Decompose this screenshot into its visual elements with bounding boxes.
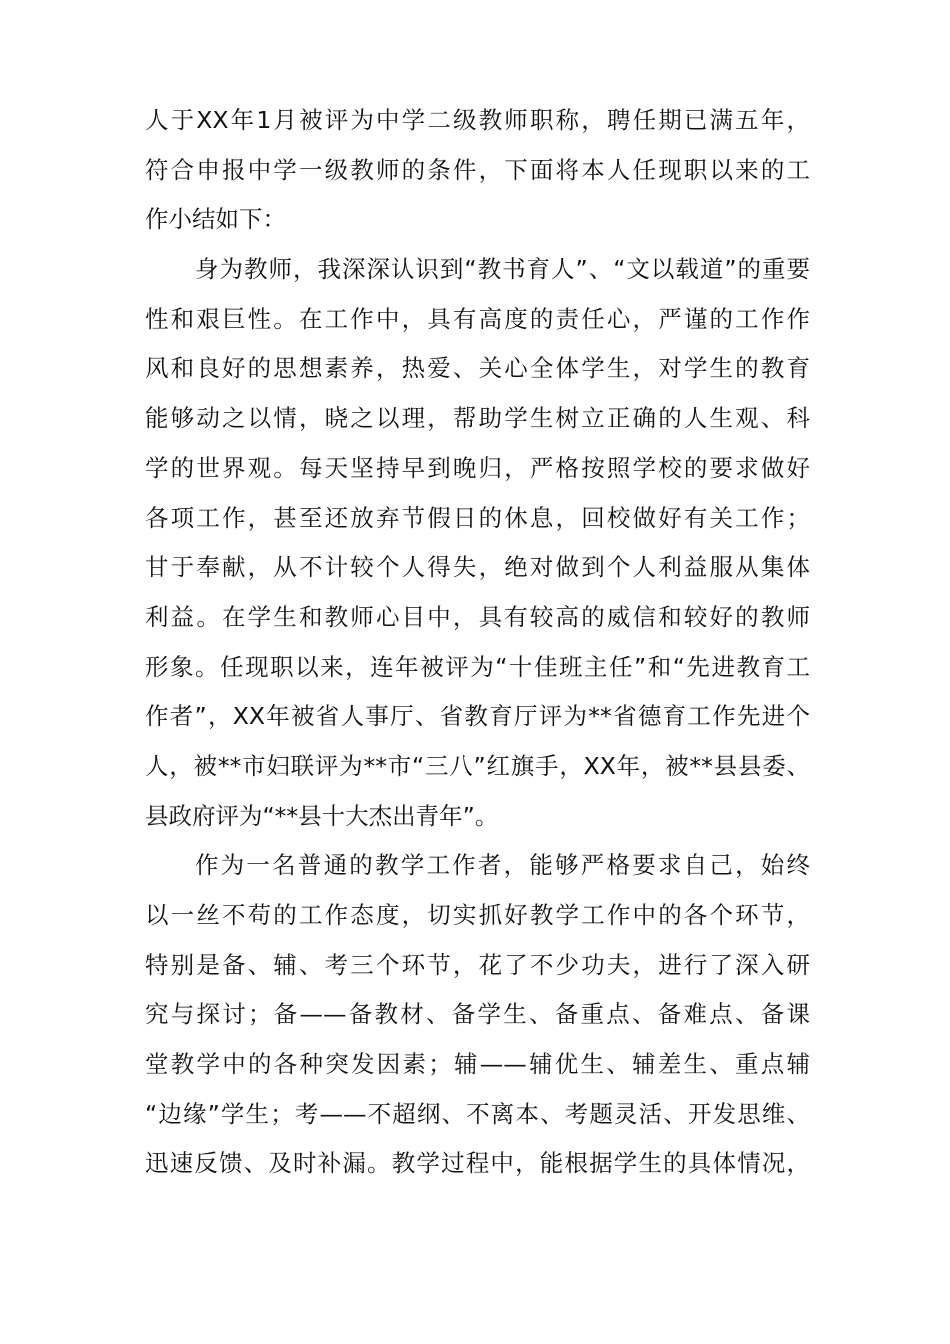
text-line: 迅速反馈、及时补漏。教学过程中，能根据学生的具体情况， bbox=[145, 1149, 810, 1178]
text-line: 学的世界观。每天坚持早到晚归，严格按照学校的要求做好 bbox=[145, 453, 810, 482]
text-line: 作为一名普通的教学工作者，能够严格要求自己，始终 bbox=[195, 851, 810, 880]
text-line: 人，被**市妇联评为**市“三八”红旗手，XX年，被**县县委、 bbox=[145, 751, 810, 780]
text-line: 各项工作，甚至还放弃节假日的休息，回校做好有关工作； bbox=[145, 503, 810, 532]
text-line: 甘于奉献，从不计较个人得失，绝对做到个人利益服从集体 bbox=[145, 553, 810, 582]
text-line: 人于XX年1月被评为中学二级教师职称，聘任期已满五年， bbox=[145, 106, 810, 134]
text-line: 特别是备、辅、考三个环节，花了不少功夫，进行了深入研 bbox=[145, 950, 810, 979]
text-line: 风和良好的思想素养，热爱、关心全体学生，对学生的教育 bbox=[145, 354, 810, 383]
text-line: 究与探讨；备——备教材、备学生、备重点、备难点、备课 bbox=[145, 1000, 810, 1029]
text-line: 利益。在学生和教师心目中，具有较高的威信和较好的教师 bbox=[145, 602, 810, 631]
text-line: “边缘”学生；考——不超纲、不离本、考题灵活、开发思维、 bbox=[145, 1099, 810, 1128]
text-line: 符合申报中学一级教师的条件，下面将本人任现职以来的工 bbox=[145, 155, 810, 184]
text-line: 堂教学中的各种突发因素；辅——辅优生、辅差生、重点辅 bbox=[145, 1050, 810, 1079]
text-line: 形象。任现职以来，连年被评为“十佳班主任”和“先进教育工 bbox=[145, 652, 810, 681]
text-line: 作者”，XX年被省人事厅、省教育厅评为**省德育工作先进个 bbox=[145, 702, 810, 731]
text-line: 能够动之以情，晓之以理，帮助学生树立正确的人生观、科 bbox=[145, 404, 810, 433]
text-line: 以一丝不苟的工作态度，切实抓好教学工作中的各个环节， bbox=[145, 901, 810, 929]
text-line: 作小结如下： bbox=[145, 205, 286, 234]
text-line: 身为教师，我深深认识到“教书育人”、“文以载道”的重要 bbox=[195, 255, 810, 284]
text-line: 县政府评为“**县十大杰出青年”。 bbox=[145, 801, 499, 830]
text-line: 性和艰巨性。在工作中，具有高度的责任心，严谨的工作作 bbox=[145, 304, 810, 333]
body-text bbox=[145, 96, 810, 1189]
